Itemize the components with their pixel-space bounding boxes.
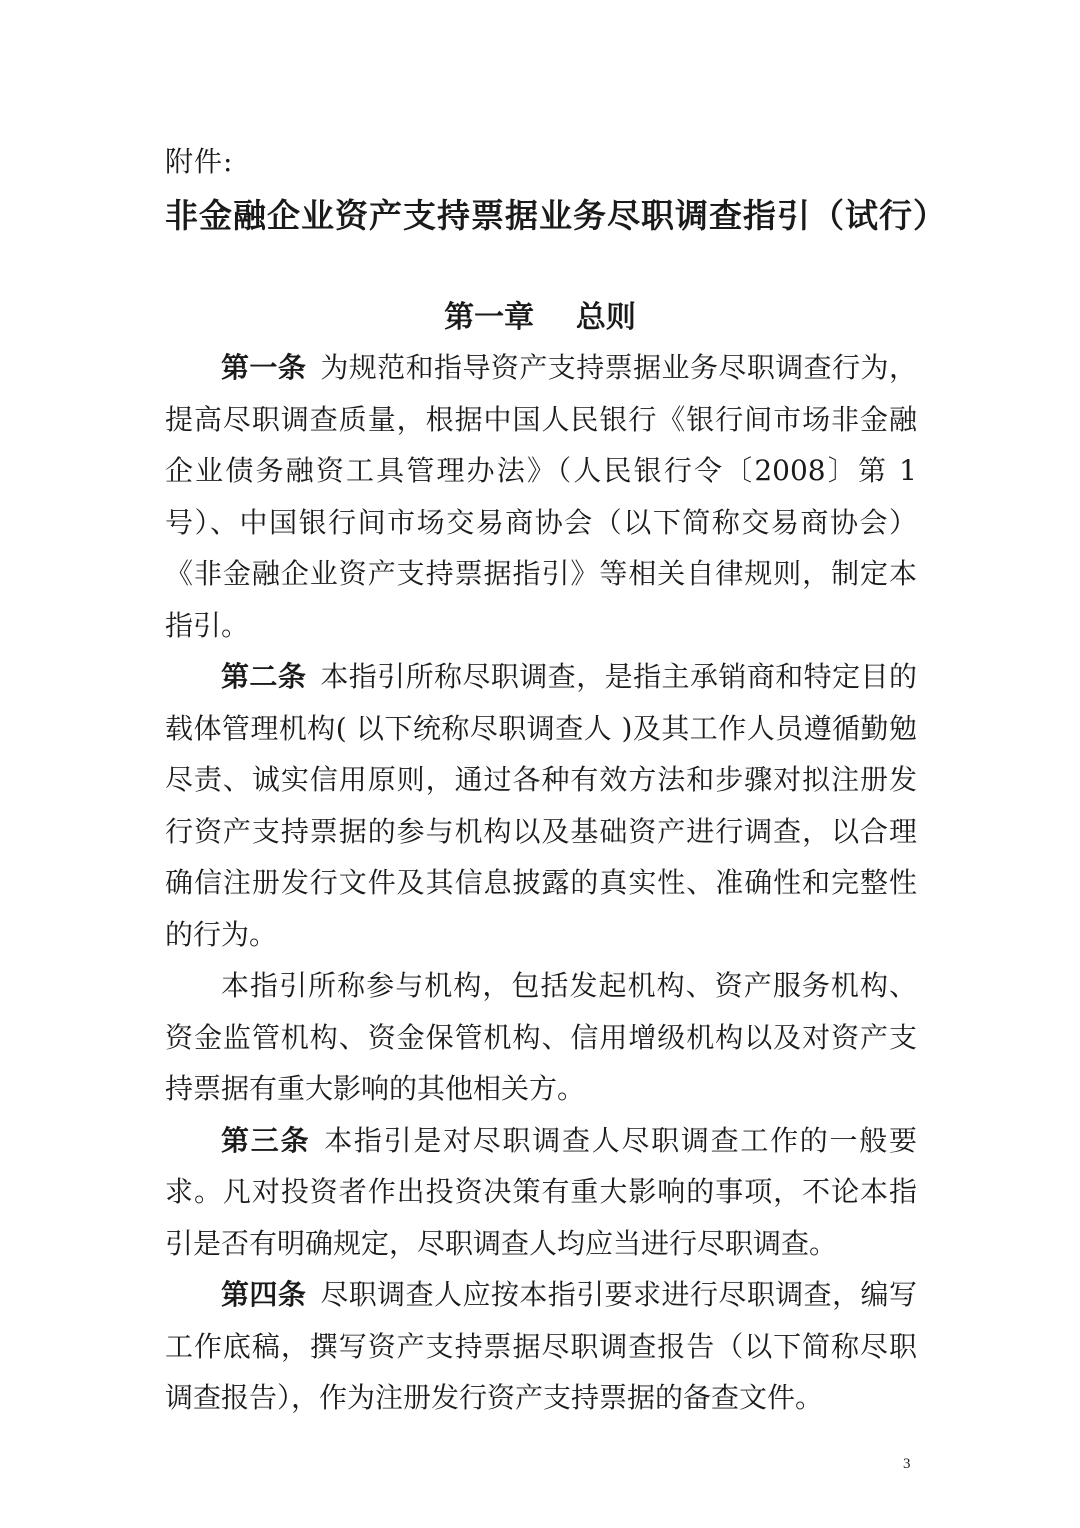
chapter-heading: 第一章 总则	[444, 300, 636, 335]
document-title: 非金融企业资产支持票据业务尽职调查指引（试行）	[165, 196, 947, 235]
article-label: 第三条	[221, 1123, 311, 1157]
article-text: 本指引所称尽职调查，是指主承销商和特定目的载体管理机构( 以下统称尽职调查人 )及其工作人员遵循勤勉尽责、诚实信用原则，通过各种有效方法和步骤对拟注册发行资产支持票据的参与机构以及基础资产进行调查，以合理确信注册发行文件及其信息披露的真实性、准确性和完整性的行为。	[165, 660, 917, 951]
article-label: 第二条	[221, 660, 307, 693]
paragraph-article-2-cont	[165, 960, 917, 1115]
page-number: 3	[903, 1456, 911, 1472]
article-label: 第四条	[221, 1278, 307, 1311]
article-text: 本指引是对尽职调查人尽职调查工作的一般要求。凡对投资者作出投资决策有重大影响的事项，不论本指引是否有明确规定，尽职调查人均应当进行尽职调查。	[165, 1123, 917, 1260]
article-text: 为规范和指导资产支持票据业务尽职调查行为，提高尽职调查质量，根据中国人民银行《银行间市场非金融企业债务融资工具管理办法》（人民银行令〔2008〕第 1 号）、中国银行间市场交易商协会（以下简称交易商协会）《非金融企业资产支持票据指引》等相关自律规则，制定本指引。	[165, 351, 917, 642]
article-text: 尽职调查人应按本指引要求进行尽职调查，编写工作底稿，撰写资产支持票据尽职调查报告（以下简称尽职调查报告），作为注册发行资产支持票据的备查文件。	[165, 1278, 917, 1414]
paragraph-article-1	[165, 342, 917, 651]
paragraph-article-3	[165, 1115, 917, 1270]
paragraph-article-2	[165, 651, 917, 960]
article-text: 本指引所称参与机构，包括发起机构、资产服务机构、资金监管机构、资金保管机构、信用增级机构以及对资产支持票据有重大影响的其他相关方。	[165, 969, 917, 1105]
attachment-label: 附件:	[165, 145, 234, 178]
article-label: 第一条	[221, 351, 307, 384]
paragraph-article-4	[165, 1269, 917, 1424]
document-body	[165, 342, 917, 1424]
